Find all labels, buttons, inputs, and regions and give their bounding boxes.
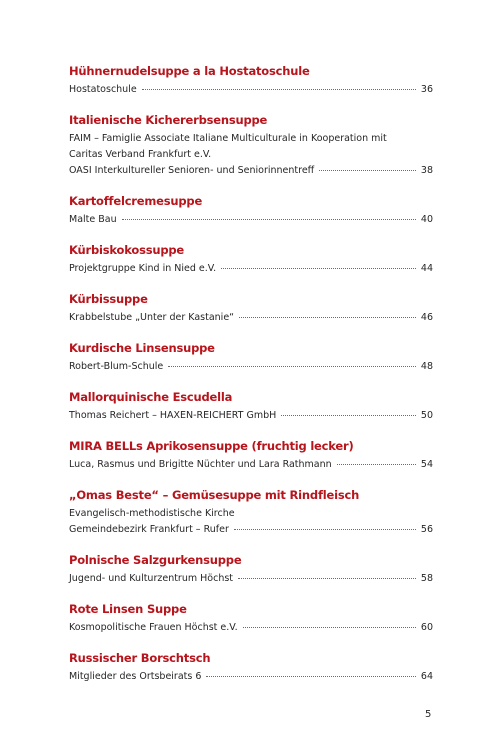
- entry-title: Kürbiskokossuppe: [69, 243, 185, 257]
- entry-contributor: Jugend- und Kulturzentrum Höchst: [69, 573, 234, 584]
- entry-contributor: Hostatoschule: [69, 84, 137, 95]
- entry-contributor: Thomas Reichert – HAXEN-REICHERT GmbH: [69, 410, 277, 421]
- dot-leader: [168, 366, 416, 367]
- entry-title: Kurdische Linsensuppe: [69, 341, 215, 355]
- entry-contributor: Luca, Rasmus und Brigitte Nüchter und Lara Rathmann: [69, 459, 332, 470]
- entry-line: [69, 506, 433, 522]
- entry-title: MIRA BELLs Aprikosensuppe (fruchtig lecker): [69, 439, 354, 453]
- dot-leader: [243, 627, 416, 628]
- entry-contributor: Krabbelstube „Unter der Kastanie“: [69, 312, 235, 323]
- entry-page-number: 38: [420, 165, 433, 176]
- entry-contributor: OASI Interkultureller Senioren- und Seniorinnentreff: [69, 165, 315, 176]
- entry-line: [69, 359, 433, 375]
- toc-entry: [69, 292, 433, 326]
- dot-leader: [281, 415, 416, 416]
- dot-leader: [142, 89, 416, 90]
- entry-title: Polnische Salzgurkensuppe: [69, 553, 242, 567]
- toc-entry: [69, 194, 433, 228]
- dot-leader: [319, 170, 416, 171]
- dot-leader: [238, 578, 416, 579]
- dot-leader: [239, 317, 416, 318]
- entry-title: „Omas Beste“ – Gemüsesuppe mit Rindfleisch: [69, 488, 360, 502]
- entry-line: [69, 522, 433, 538]
- entry-title: Kürbissuppe: [69, 292, 148, 306]
- toc-entry: [69, 488, 433, 538]
- dot-leader: [122, 219, 416, 220]
- entry-line: [69, 457, 433, 473]
- entry-line: [69, 131, 433, 147]
- toc-entry: [69, 651, 433, 685]
- entry-page-number: 58: [420, 573, 433, 584]
- toc-entry: [69, 243, 433, 277]
- toc-entry: [69, 602, 433, 636]
- entry-line: [69, 669, 433, 685]
- page-number: 5: [425, 709, 432, 720]
- entry-contributor: Caritas Verband Frankfurt e.V.: [69, 149, 212, 160]
- entry-title: Italienische Kichererbsensuppe: [69, 113, 268, 127]
- dot-leader: [234, 529, 416, 530]
- entry-page-number: 48: [420, 361, 433, 372]
- entry-line: [69, 571, 433, 587]
- entry-line: [69, 212, 433, 228]
- entry-page-number: 64: [420, 671, 433, 682]
- entry-line: [69, 147, 433, 163]
- dot-leader: [337, 464, 416, 465]
- entry-contributor: Robert-Blum-Schule: [69, 361, 164, 372]
- entry-page-number: 54: [420, 459, 433, 470]
- entry-line: [69, 261, 433, 277]
- toc-entry: [69, 390, 433, 424]
- entry-page-number: 56: [420, 524, 433, 535]
- entry-title: Kartoffelcremesuppe: [69, 194, 203, 208]
- toc-entry: [69, 553, 433, 587]
- entry-title: Russischer Borschtsch: [69, 651, 211, 665]
- entry-page-number: 36: [420, 84, 433, 95]
- dot-leader: [206, 676, 416, 677]
- entry-title: Mallorquinische Escudella: [69, 390, 233, 404]
- entry-line: [69, 82, 433, 98]
- entry-contributor: Kosmopolitische Frauen Höchst e.V.: [69, 622, 238, 633]
- entry-page-number: 46: [420, 312, 433, 323]
- toc-entry: [69, 113, 433, 179]
- entry-title: Hühnernudelsuppe a la Hostatoschule: [69, 64, 310, 78]
- entry-line: [69, 163, 433, 179]
- entry-page-number: 60: [420, 622, 433, 633]
- entry-line: [69, 310, 433, 326]
- entry-page-number: 40: [420, 214, 433, 225]
- entry-page-number: 50: [420, 410, 433, 421]
- entry-contributor: Mitglieder des Ortsbeirats 6: [69, 671, 202, 682]
- toc-entry: [69, 439, 433, 473]
- entry-contributor: Gemeindebezirk Frankfurt – Rufer: [69, 524, 229, 535]
- toc-entry: [69, 341, 433, 375]
- entry-contributor: Projektgruppe Kind in Nied e.V.: [69, 263, 217, 274]
- entry-contributor: Evangelisch-methodistische Kirche: [69, 508, 235, 519]
- entry-contributor: Malte Bau: [69, 214, 117, 225]
- dot-leader: [221, 268, 416, 269]
- entry-line: [69, 620, 433, 636]
- entry-contributor: FAIM – Famiglie Associate Italiane Multiculturale in Kooperation mit: [69, 133, 387, 144]
- entry-page-number: 44: [420, 263, 433, 274]
- entry-line: [69, 408, 433, 424]
- entry-title: Rote Linsen Suppe: [69, 602, 187, 616]
- table-of-contents: [69, 64, 433, 700]
- toc-entry: [69, 64, 433, 98]
